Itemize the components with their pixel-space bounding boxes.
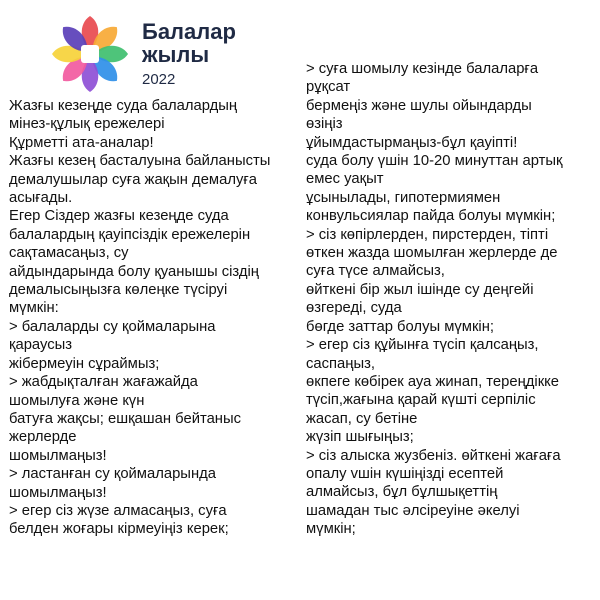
text-line: шамадан тыс әлсіреуіне әкелуі [306, 502, 520, 519]
text-line: Құрметті ата-аналар! [9, 134, 154, 151]
text-line: белден жоғары кірмеуіңіз керек; [9, 521, 229, 538]
text-line: > балаларды су қоймаларына [9, 318, 216, 335]
text-line: ұйымдастырмаңыз-бұл қауіпті! [306, 134, 518, 151]
text-line: түсіп,жағына қарай күшті серпіліс [306, 392, 536, 409]
text-line: сақтамасаңыз, су [9, 245, 129, 262]
text-line: шомылмаңыз! [9, 484, 107, 501]
text-line: Егер Сіздер жазғы кезеңде суда [9, 208, 229, 225]
text-line: мінез-құлық ережелері [9, 116, 165, 133]
logo-center [81, 45, 99, 63]
text-line: өткен жазда шомылған жерлерде де [306, 245, 558, 262]
text-line: > жабдықталған жағажайда [9, 374, 198, 391]
text-line: емес уақыт [306, 171, 384, 188]
text-line: жүзіп шығыңыз; [306, 429, 414, 446]
text-line: ұсынылады, гипотермиямен [306, 189, 501, 206]
text-line: жасап, су бетіне [306, 410, 418, 427]
text-line: өкпеге көбірек ауа жинап, тереңдікке [306, 373, 560, 390]
text-line: > сіз көпірлерден, пирстерден, тіпті [306, 226, 549, 243]
text-line: шомылмаңыз! [9, 447, 107, 464]
text-line: қараусыз [9, 337, 73, 354]
logo-title-line1: Балалар [142, 19, 236, 44]
text-line: > егер сіз құйынға түсіп қалсаңыз, [306, 337, 539, 354]
text-line: мүмкін: [9, 300, 59, 317]
text-line: батуға жақсы; ешқашан бейтаныс [9, 410, 242, 427]
left-text-column [9, 97, 294, 539]
text-line: суда болу үшін 10-20 минуттан артық [306, 153, 563, 170]
text-line: бермеңіз және шулы ойындарды [306, 97, 532, 114]
logo-year: 2022 [142, 71, 176, 88]
text-line: Жазғы кезеңде суда балалардың [9, 98, 238, 114]
text-line: балалардың қауіпсіздік ережелерін [9, 226, 251, 243]
text-line: > сіз алыска жузбеніз. өйткені жағаға [306, 447, 561, 464]
text-line: өзіңіз [306, 116, 343, 133]
text-line: суға түсе алмайсыз, [306, 263, 445, 280]
text-line: демалысыңызға көлеңке түсіруі [9, 282, 228, 299]
text-line: мүмкін; [306, 521, 356, 538]
text-line: жібермеуін сұраймыз; [9, 355, 160, 372]
text-line: бөгде заттар болуы мүмкін; [306, 318, 495, 335]
flower-logo-icon [50, 14, 130, 94]
text-line: рұқсат [306, 79, 351, 96]
text-line: демалушылар суға жақын демалуға [9, 171, 257, 188]
text-line: опалу vшін күшіңізді есептей [306, 465, 504, 482]
text-line: өйткені бір жыл ішінде су деңгейі [306, 281, 534, 298]
text-line: шомылуға және күн [9, 392, 145, 409]
logo [50, 14, 340, 94]
text-line: саспаңыз, [306, 355, 375, 372]
text-line: асығады. [9, 190, 73, 207]
text-line: > егер сіз жүзе алмасаңыз, суға [9, 502, 227, 519]
text-line: > ластанған су қоймаларында [9, 466, 216, 483]
text-line: өзгереді, суда [306, 300, 402, 317]
logo-title [142, 20, 236, 66]
text-line: конвульсиялар пайда болуы мүмкін; [306, 208, 556, 225]
right-text-column [306, 60, 598, 539]
text-line: > суға шомылу кезінде балаларға [306, 61, 539, 77]
text-line: айдындарында болу қуанышы сіздің [9, 263, 259, 280]
text-line: алмайсыз, бұл бұлшықеттің [306, 484, 498, 501]
logo-title-line2: жылы [142, 42, 210, 67]
text-line: жерлерде [9, 429, 77, 446]
text-line: Жазғы кезең басталуына байланысты [9, 153, 271, 170]
